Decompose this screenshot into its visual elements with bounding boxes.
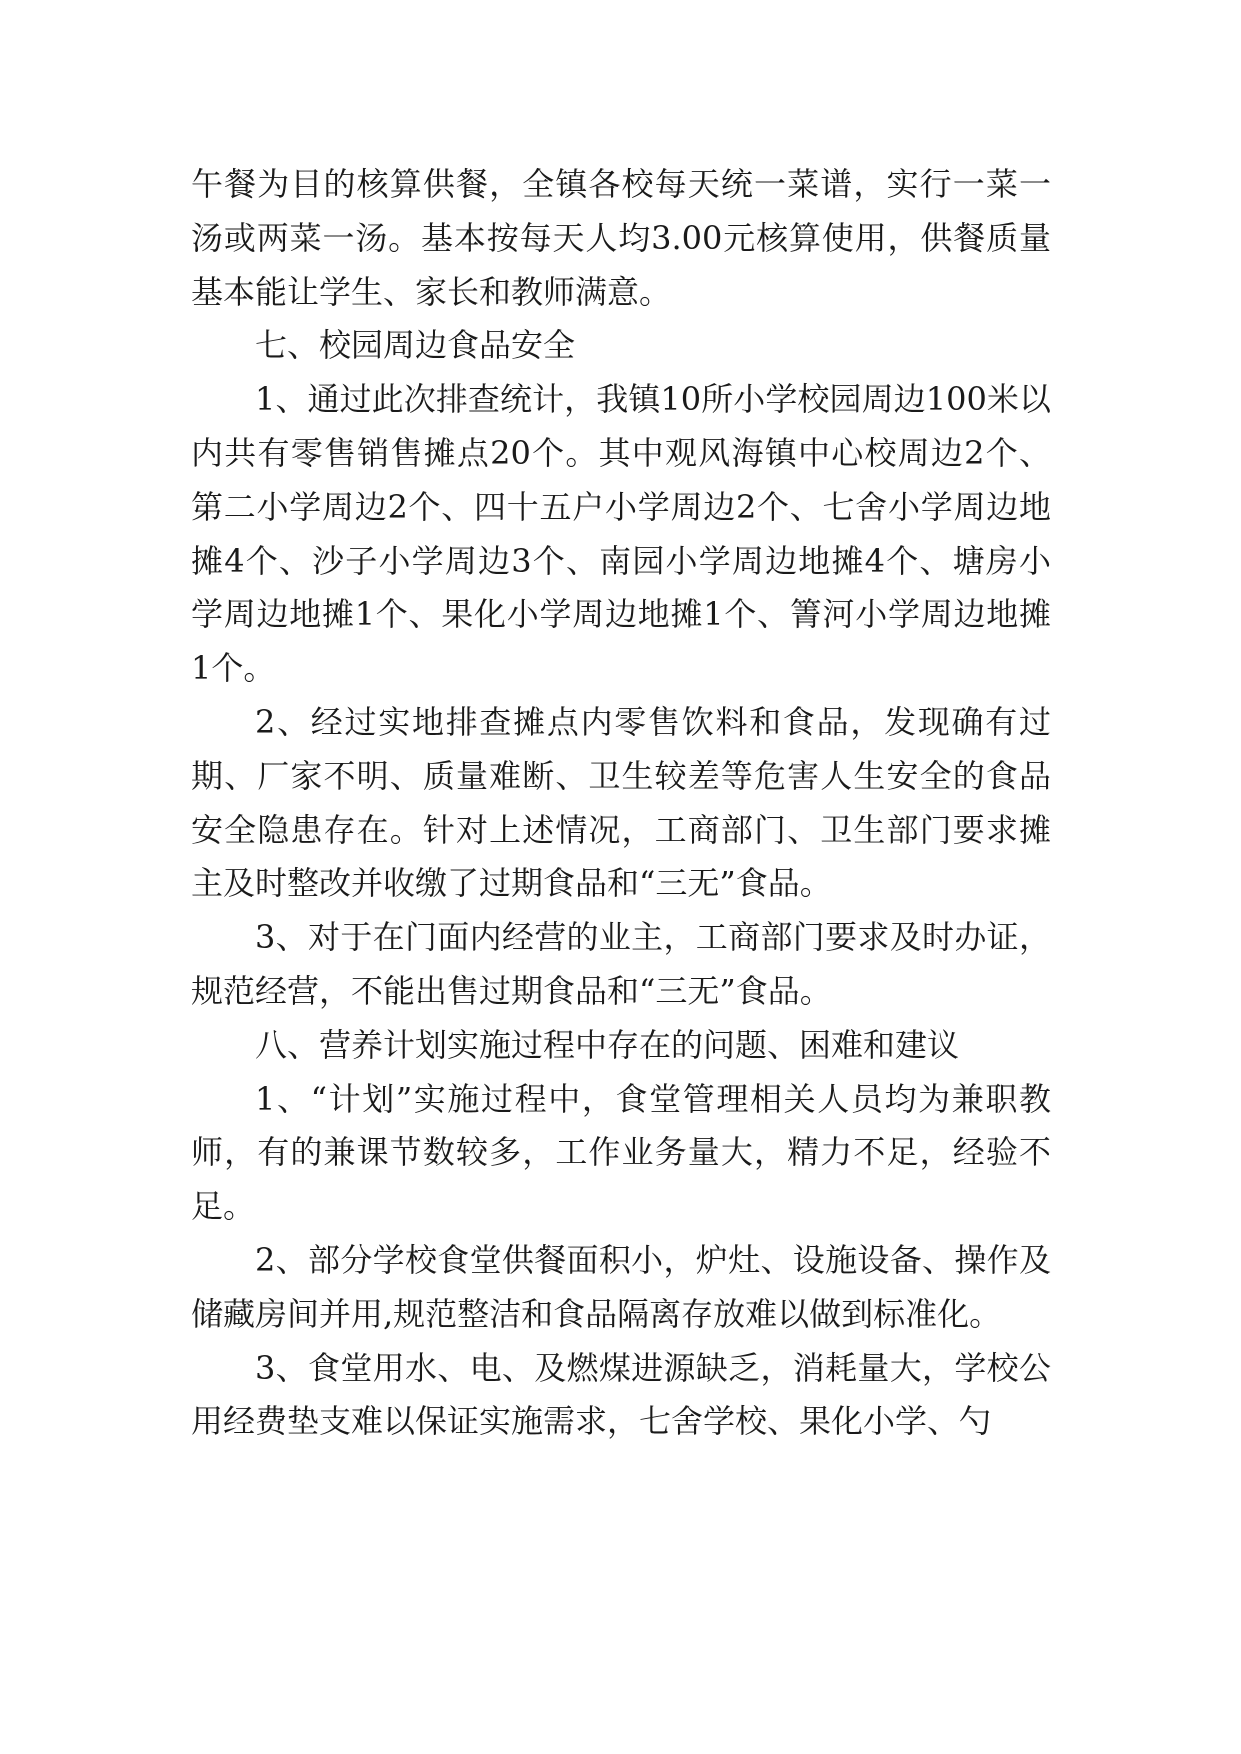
heading-section-seven: 七、校园周边食品安全 [255,326,576,365]
paragraph-lunch-supply: 午餐为目的核算供餐，全镇各校每天统一菜谱，实行一菜一汤或两菜一汤。基本按每天人均3.00元核算使用，供餐质量基本能让学生、家长和教师满意。 [191,165,1051,311]
paragraph-staff-issue: 1、“计划”实施过程中，食堂管理相关人员均为兼职教师，有的兼课节数较多，工作业务量大，精力不足，经验不足。 [191,1079,1051,1226]
heading-section-eight: 八、营养计划实施过程中存在的问题、困难和建议 [255,1025,960,1064]
paragraph-utility-issue: 3、食堂用水、电、及燃煤进源缺乏，消耗量大，学校公用经费垫支难以保证实施需求，七舍学校、果化小学、勺 [191,1348,1051,1441]
paragraph-inspection: 2、经过实地排查摊点内零售饮料和食品，发现确有过期、厂家不明、质量难断、卫生较差等危害人生安全的食品安全隐患存在。针对上述情况，工商部门、卫生部门要求摊主及时整改并收缴了过期食品和“三无”食品。 [191,702,1051,903]
document-body [191,158,1051,1449]
paragraph-licensing: 3、对于在门面内经营的业主，工商部门要求及时办证，规范经营，不能出售过期食品和“三无”食品。 [191,918,1051,1010]
paragraph-facility-issue: 2、部分学校食堂供餐面积小，炉灶、设施设备、操作及储藏房间并用,规范整洁和食品隔离存放难以做到标准化。 [191,1240,1051,1333]
paragraph-vendor-survey: 1、通过此次排查统计，我镇10所小学校园周边100米以内共有零售销售摊点20个。其中观风海镇中心校周边2个、第二小学周边2个、四十五户小学周边2个、七舍小学周边地摊4个、沙子小学周边3个、南园小学周边地摊4个、塘房小学周边地摊1个、果化小学周边地摊1个、箐河小学周边地摊1个。 [191,380,1051,688]
